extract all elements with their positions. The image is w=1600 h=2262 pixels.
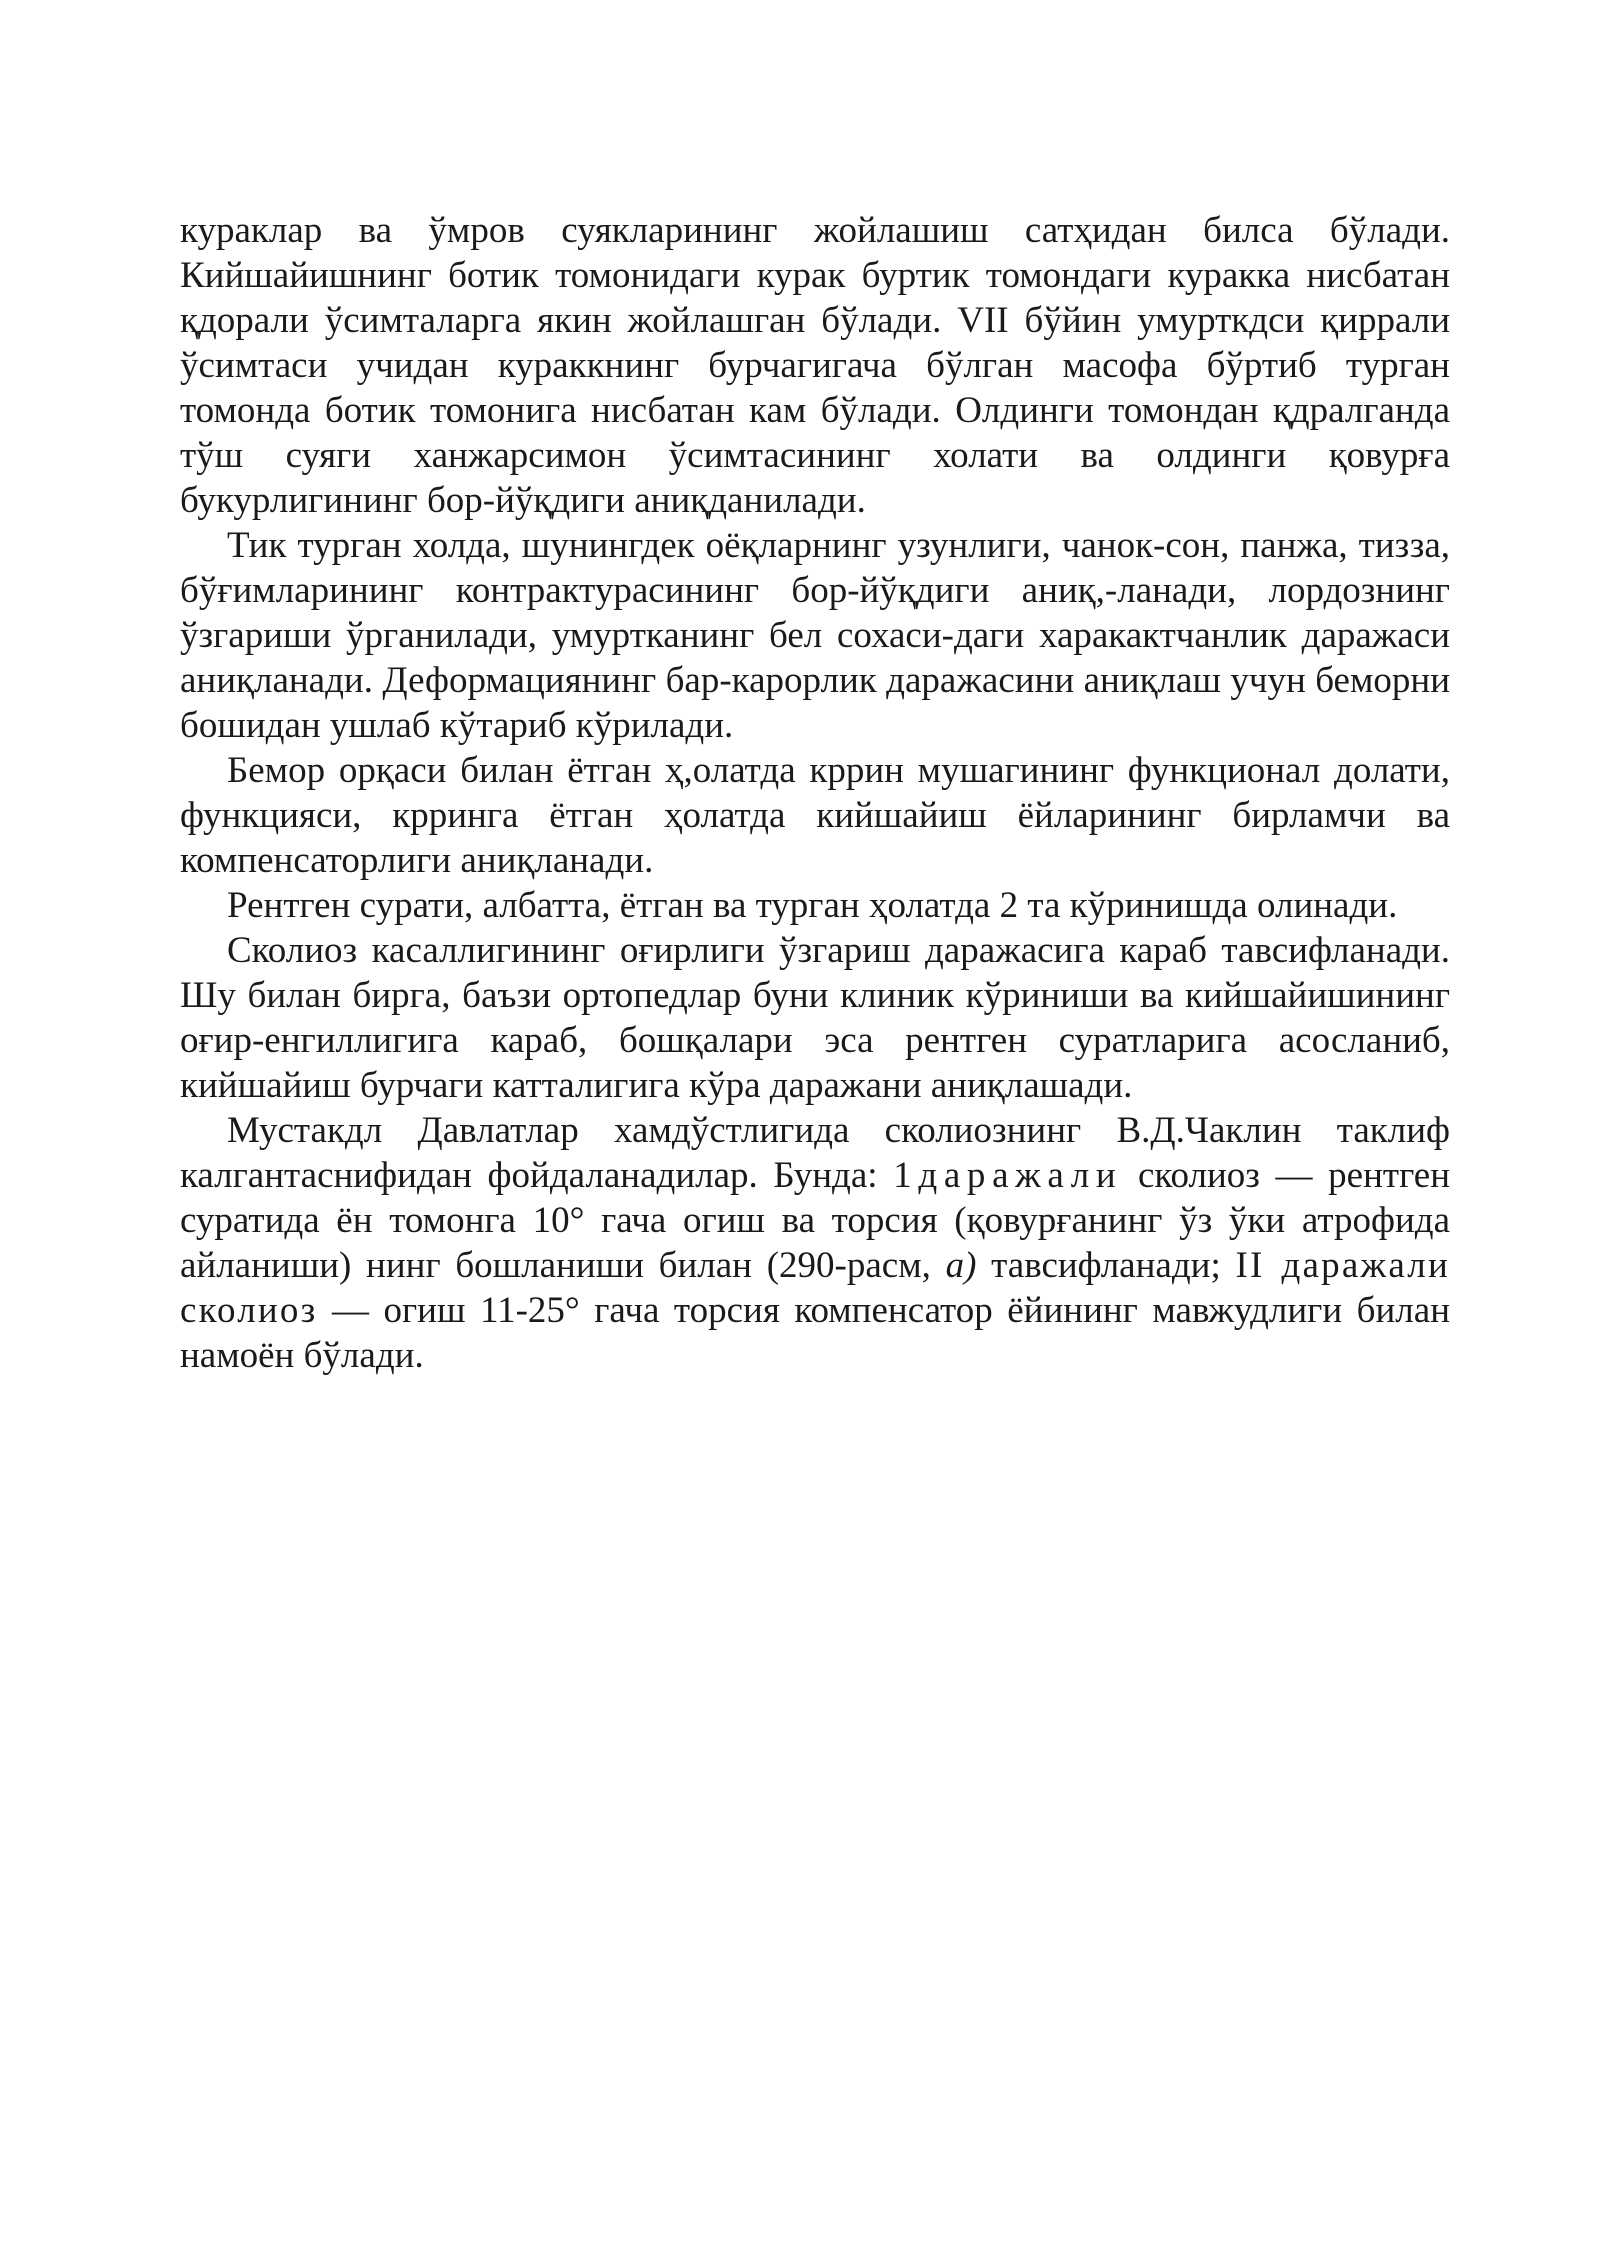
paragraph-5: Сколиоз касаллигининг оғирлиги ўзгариш даражасига караб тавсифланади. Шу билан бирга, баъзи ортопедлар буни клиник кўриниши ва кийшайишининг оғир-енгиллигига караб, бошқалари эса рентген суратларига асосланиб, кийшайиш бурчаги катталигига кўра даражани аниқлашади. [180,930,1450,1106]
paragraph-6-part-7: — огиш 11-25° гача торсия компенсатор ёйининг мавжудлиги билан намоён бўлади. [180,1290,1450,1376]
paragraph-6-degree-1: 1даражали [893,1155,1123,1196]
paragraph-6-degree-2: II даражали сколиоз [180,1245,1451,1331]
paragraph-4: Рентген сурати, албатта, ётган ва турган ҳолатда 2 та кўринишда олинади. [227,885,1398,926]
paragraph-6-part-1: Мустакдл Давлатлар хамдўстлигида сколиознинг В.Д.Чаклин таклиф калгантаснифидан фойдаланадилар. Бунда: [180,1110,1450,1196]
paragraph-1: кураклар ва ўмров суякларининг жойлашиш сатҳидан билса бўлади. Кийшайишнинг ботик томонидаги курак буртик томондаги куракка нисбатан қдорали ўсимталарга якин жойлашган бўлади. VII бўйин умурткдси қиррали ўсимтаси учидан кураккнинг бурчагигача бўлган масофа бўртиб турган томонда ботик томонига нисбатан кам бўлади. Олдинги томондан қдралганда тўш суяги ханжарсимон ўсимтасининг холати ва олдинги қовурға букурлигининг бор-йўқдиги аниқданилади. [180,210,1450,521]
paragraph-6-part-3: сколиоз — рентген суратида ён томонга 10° гача огиш ва торсия (қовурғанинг ўз ўки атрофида айланиши) нинг бошланиши билан (290-расм, [180,1155,1450,1286]
paragraph-3: Бемор орқаси билан ётган ҳ,олатда кррин мушагининг функционал долати, функцияси, кррингa ётган ҳолатда кийшайиш ёйларининг бирламчи ва компенсаторлиги аниқланади. [180,750,1450,881]
paragraph-6-figure-ref: а) [945,1245,977,1286]
paragraph-6 [180,1108,1450,1378]
body-text [180,208,1450,1378]
paragraph-6-part-5: тавсифланади; [976,1245,1236,1286]
paragraph-2: Тик турган холда, шунингдек оёқларнинг узунлиги, чанок-сон, панжа, тизза, бўғимларининг контрактурасининг бор-йўқдиги аниқ,-ланади, лордознинг ўзгариши ўрганилади, умуртканинг бел сохаси-даги харакактчанлик даражаси аниқланади. Деформациянинг бар-карорлик даражасини аниқлаш учун беморни бошидан ушлаб кўтариб кўрилади. [180,525,1450,746]
